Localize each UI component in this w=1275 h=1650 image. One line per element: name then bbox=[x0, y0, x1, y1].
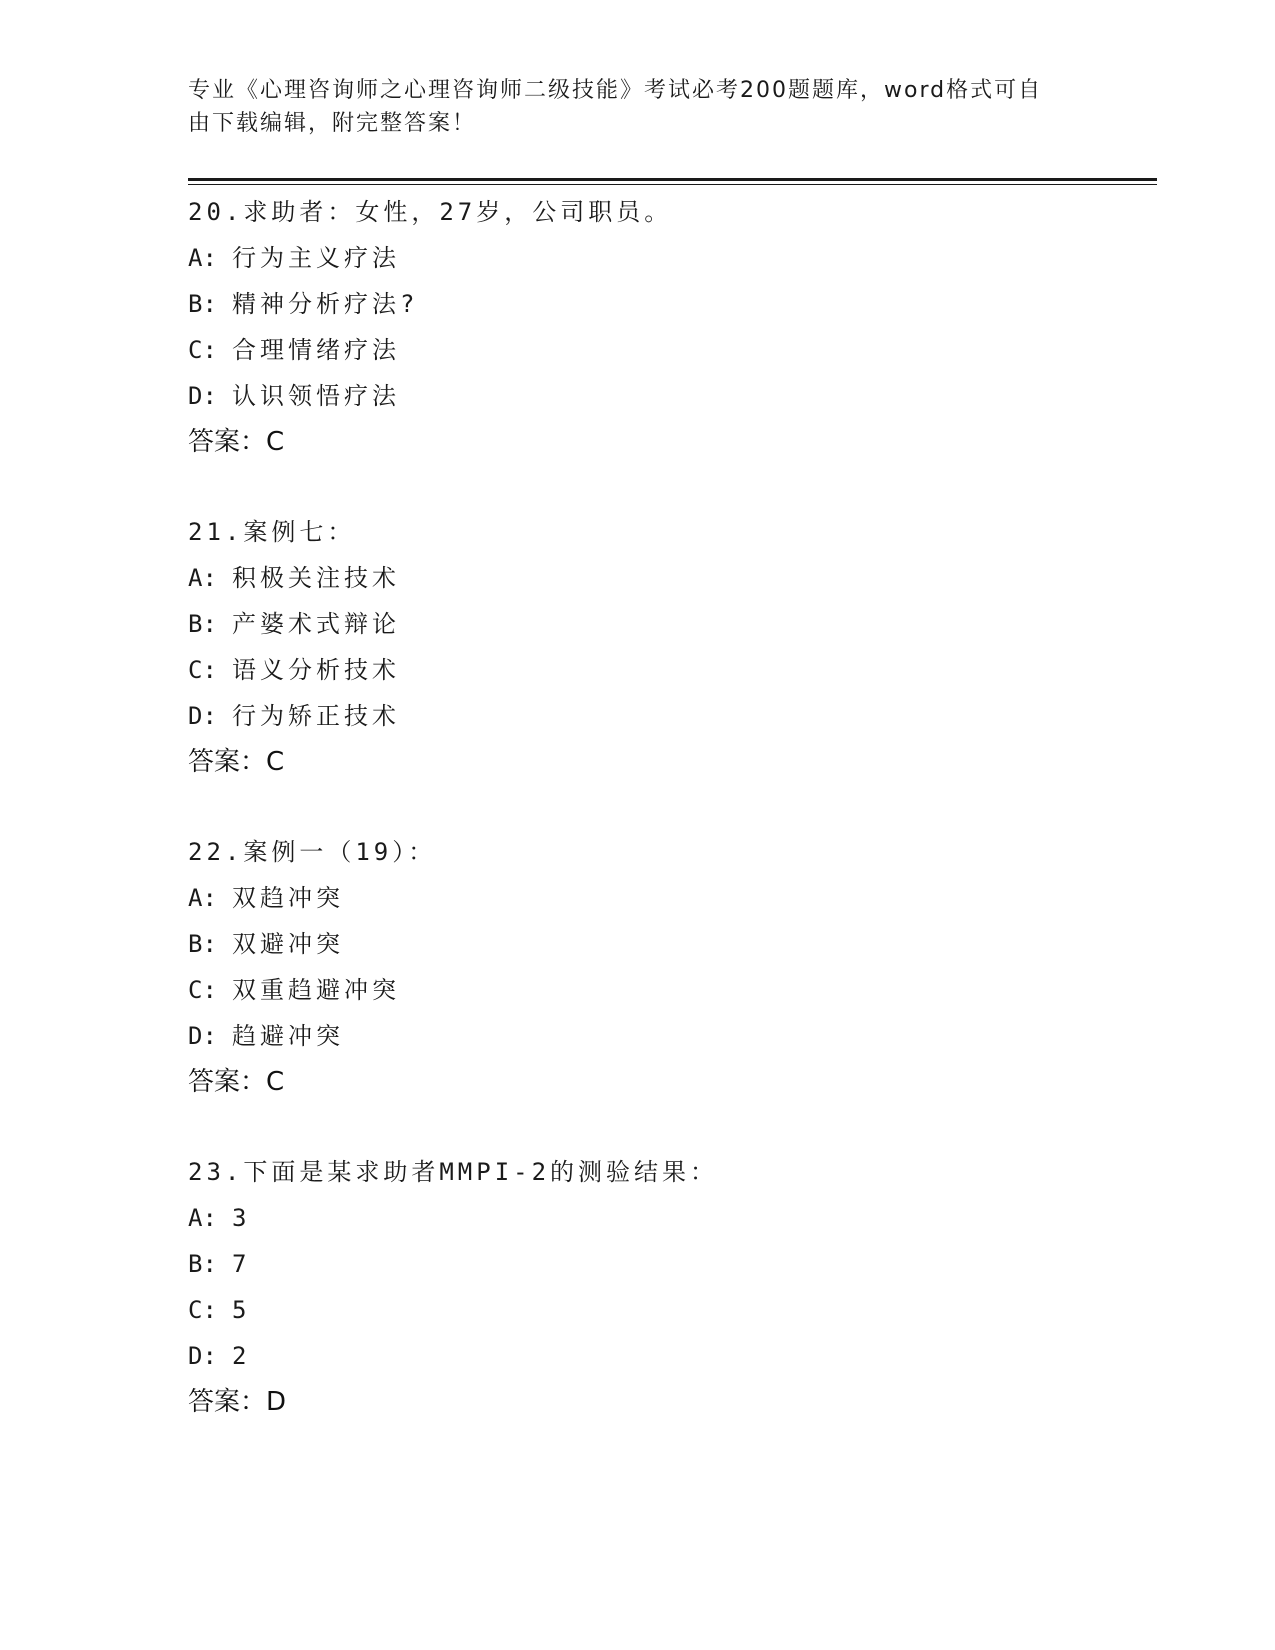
option-letter: A: bbox=[188, 884, 217, 912]
option-text: 积极关注技术 bbox=[232, 564, 400, 592]
question-list bbox=[188, 189, 1148, 1469]
option-letter: D: bbox=[188, 1342, 217, 1370]
header-divider-thin bbox=[188, 184, 1157, 185]
option-letter: B: bbox=[188, 610, 217, 638]
question-item bbox=[188, 1149, 1148, 1425]
option-text: 3 bbox=[232, 1204, 251, 1232]
option-letter: C: bbox=[188, 976, 217, 1004]
option-letter: D: bbox=[188, 1022, 217, 1050]
option-c bbox=[188, 967, 1148, 1013]
option-letter: B: bbox=[188, 290, 217, 318]
option-a bbox=[188, 555, 1148, 601]
question-stem: 23.下面是某求助者MMPI-2的测验结果： bbox=[188, 1158, 719, 1186]
option-text: 产婆术式辩论 bbox=[232, 610, 400, 638]
option-letter: B: bbox=[188, 930, 217, 958]
option-text: 5 bbox=[232, 1296, 251, 1324]
option-text: 双重趋避冲突 bbox=[232, 976, 400, 1004]
question-stem: 21.案例七： bbox=[188, 518, 356, 546]
question-stem: 20.求助者：女性，27岁，公司职员。 bbox=[188, 198, 673, 226]
option-d bbox=[188, 1333, 1148, 1379]
option-b bbox=[188, 1241, 1148, 1287]
question-item bbox=[188, 829, 1148, 1105]
option-text: 趋避冲突 bbox=[232, 1022, 344, 1050]
question-item bbox=[188, 189, 1148, 465]
option-a bbox=[188, 875, 1148, 921]
option-d bbox=[188, 373, 1148, 419]
option-letter: A: bbox=[188, 1204, 217, 1232]
answer-line: 答案：C bbox=[188, 1067, 285, 1097]
header-line-2: 由下载编辑，附完整答案！ bbox=[188, 111, 477, 136]
option-text: 精神分析疗法? bbox=[232, 290, 419, 318]
option-letter: A: bbox=[188, 564, 217, 592]
option-text: 双避冲突 bbox=[232, 930, 344, 958]
option-letter: D: bbox=[188, 382, 217, 410]
option-b bbox=[188, 281, 1148, 327]
option-letter: B: bbox=[188, 1250, 217, 1278]
option-text: 行为矫正技术 bbox=[232, 702, 400, 730]
option-a bbox=[188, 1195, 1148, 1241]
answer-line: 答案：C bbox=[188, 427, 285, 457]
question-stem: 22.案例一（19）： bbox=[188, 838, 437, 866]
option-d bbox=[188, 693, 1148, 739]
option-text: 认识领悟疗法 bbox=[232, 382, 400, 410]
option-c bbox=[188, 647, 1148, 693]
header-line-1: 专业《心理咨询师之心理咨询师二级技能》考试必考200题题库，word格式可自 bbox=[188, 78, 1043, 103]
document-header bbox=[188, 74, 1078, 140]
option-text: 7 bbox=[232, 1250, 251, 1278]
option-c bbox=[188, 327, 1148, 373]
option-letter: C: bbox=[188, 656, 217, 684]
option-text: 行为主义疗法 bbox=[232, 244, 400, 272]
header-divider-thick bbox=[188, 178, 1157, 181]
option-b bbox=[188, 921, 1148, 967]
option-b bbox=[188, 601, 1148, 647]
answer-line: 答案：C bbox=[188, 747, 285, 777]
option-letter: A: bbox=[188, 244, 217, 272]
option-letter: C: bbox=[188, 1296, 217, 1324]
option-text: 语义分析技术 bbox=[232, 656, 400, 684]
option-text: 合理情绪疗法 bbox=[232, 336, 400, 364]
answer-line: 答案：D bbox=[188, 1387, 287, 1417]
option-letter: D: bbox=[188, 702, 217, 730]
option-c bbox=[188, 1287, 1148, 1333]
option-a bbox=[188, 235, 1148, 281]
question-item bbox=[188, 509, 1148, 785]
option-letter: C: bbox=[188, 336, 217, 364]
option-text: 2 bbox=[232, 1342, 251, 1370]
option-text: 双趋冲突 bbox=[232, 884, 344, 912]
option-d bbox=[188, 1013, 1148, 1059]
